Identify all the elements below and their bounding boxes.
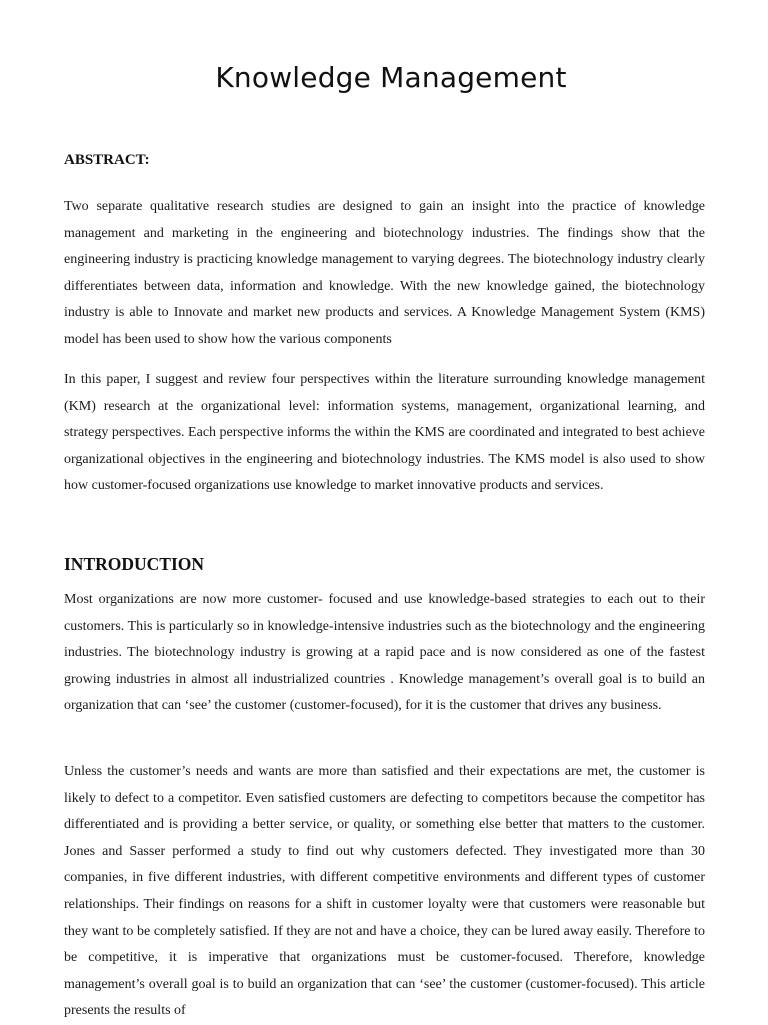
introduction-heading: INTRODUCTION (64, 554, 205, 574)
document-title: Knowledge Management (215, 60, 567, 94)
introduction-paragraph-1: Most organizations are now more customer- focused and use knowledge-based strategies to each out to their customers. This is particularly so in knowledge-intensive industries such as the biotechnology and the engineering industries. The biotechnology industry is growing at a rapid pace and is now considered as one of the fastest growing industries in almost all industrialized countries . Knowledge management’s overall goal is to build an organization that can ‘see’ the customer (customer-focused), for it is the customer that drives any business. (64, 592, 705, 714)
abstract-paragraph-2: In this paper, I suggest and review four perspectives within the literature surrounding knowledge management (KM) research at the organizational level: information systems, management, organizational learning, and strategy perspectives. Each perspective informs the within the KMS are coordinated and integrated to best achieve organizational objectives in the engineering and biotechnology industries. The KMS model is also used to show how customer-focused organizations use knowledge to market innovative products and services. (64, 372, 705, 494)
introduction-paragraph-2: Unless the customer’s needs and wants are more than satisfied and their expectations are met, the customer is likely to defect to a competitor. Even satisfied customers are defecting to competitors because the competitor has differentiated and is providing a better service, or quality, or something else better that matters to the customer. Jones and Sasser performed a study to find out why customers defected. They investigated more than 30 companies, in five different industries, with different competitive environments and different types of customer relationships. Their findings on reasons for a shift in customer loyalty were that customers were reasonable but they want to be completely satisfied. If they are not and have a choice, they can be lured away easily. Therefore to be competitive, it is imperative that organizations must be customer-focused. Therefore, knowledge management’s overall goal is to build an organization that can ‘see’ the customer (customer-focused). This article presents the results of (64, 764, 705, 1019)
abstract-paragraph-1: Two separate qualitative research studies are designed to gain an insight into the practice of knowledge management and marketing in the engineering and biotechnology industries. The findings show that the engineering industry is practicing knowledge management to varying degrees. The biotechnology industry clearly differentiates between data, information and knowledge. With the new knowledge gained, the biotechnology industry is able to Innovate and market new products and services. A Knowledge Management System (KMS) model has been used to show how the various components (64, 199, 705, 347)
abstract-heading: ABSTRACT: (64, 152, 150, 168)
